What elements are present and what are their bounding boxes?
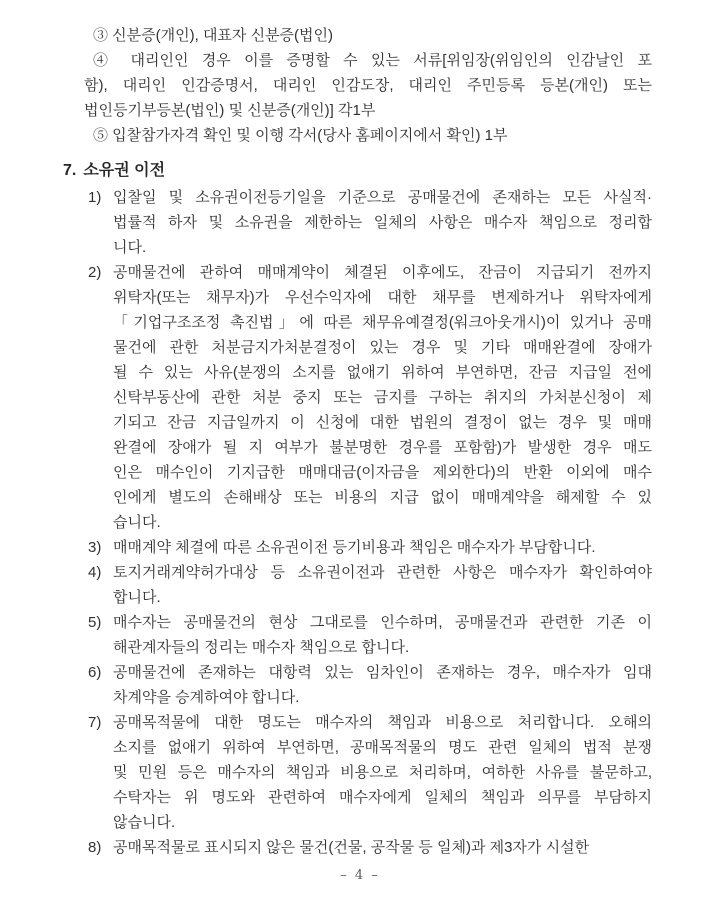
intro-line: 법인등기부등본(법인) 및 신분증(개인)] 각1부 bbox=[84, 102, 376, 119]
intro-line: ③ 신분증(개인), 대표자 신분증(법인) bbox=[93, 27, 334, 44]
section-item-list bbox=[88, 185, 652, 860]
item-text-line: 습니다. bbox=[113, 514, 161, 531]
intro-list bbox=[84, 23, 652, 148]
item-text-line: 수탁자는 위 명도와 관련하여 매수자에게 일체의 책임과 의무를 부담하지 bbox=[113, 789, 652, 806]
item-number: 7) bbox=[88, 714, 102, 731]
section-item bbox=[88, 710, 652, 835]
item-text-line: 「기업구조조정 촉진법」에 따른 채무유예결정(워크아웃개시)이 있거나 공매 bbox=[113, 314, 652, 331]
section-title: 소유권 이전 bbox=[83, 162, 166, 179]
section-item bbox=[88, 260, 652, 535]
intro-line: 함), 대리인 인감증명서, 대리인 인감도장, 대리인 주민등록 등본(개인) 또는 bbox=[84, 77, 652, 94]
item-number: 8) bbox=[88, 839, 102, 856]
intro-line: ⑤ 입찰참가자격 확인 및 이행 각서(당사 홈페이지에서 확인) 1부 bbox=[93, 127, 508, 144]
item-text-line: 기되고 잔금 지급일까지 이 신청에 대한 법원의 결정이 없는 경우 및 매매 bbox=[113, 414, 652, 431]
item-number: 3) bbox=[88, 539, 102, 556]
section-item bbox=[88, 560, 652, 610]
page-number: – 4 – bbox=[340, 868, 380, 883]
item-text-line: 될 수 있는 사유(분쟁의 소지를 없애기 위하여 부연하면, 잔금 지급일 전에 bbox=[113, 364, 652, 381]
item-text-line: 입찰일 및 소유권이전등기일을 기준으로 공매물건에 존재하는 모든 사실적· bbox=[113, 189, 652, 206]
item-number: 5) bbox=[88, 614, 102, 631]
item-text-line: 공매물건에 존재하는 대항력 있는 임차인이 존재하는 경우, 매수자가 임대 bbox=[113, 664, 652, 681]
section-item bbox=[88, 535, 652, 560]
section-item bbox=[88, 610, 652, 660]
item-text-line: 차계약을 승계하여야 합니다. bbox=[113, 689, 300, 706]
item-text-line: 매수자는 공매물건의 현상 그대로를 인수하며, 공매물건과 관련한 기존 이 bbox=[113, 614, 652, 631]
item-text-line: 완결에 장애가 될 지 여부가 불분명한 경우를 포함함)가 발생한 경우 매도 bbox=[113, 439, 652, 456]
item-text-line: 소지를 없애기 위하여 부연하면, 공매목적물의 명도 관련 일체의 법적 분쟁 bbox=[113, 739, 652, 756]
item-text-line: 해관계자들의 정리는 매수자 책임으로 합니다. bbox=[113, 639, 410, 656]
item-text-line: 매매계약 체결에 따른 소유권이전 등기비용과 책임은 매수자가 부담합니다. bbox=[113, 539, 596, 556]
section-item bbox=[88, 835, 652, 860]
item-text-line: 니다. bbox=[113, 239, 147, 256]
item-text-line: 토지거래계약허가대상 등 소유권이전과 관련한 사항은 매수자가 확인하여야 bbox=[113, 564, 652, 581]
item-text-line: 및 민원 등은 매수자의 책임과 비용으로 처리하며, 여하한 사유를 불문하고, bbox=[113, 764, 652, 781]
item-text-line: 법률적 하자 및 소유권을 제한하는 일체의 사항은 매수자 책임으로 정리합 bbox=[113, 214, 652, 231]
section-item bbox=[88, 185, 652, 260]
item-text-line: 물건에 관한 처분금지가처분결정이 있는 경우 및 기타 매매완결에 장애가 bbox=[113, 339, 652, 356]
item-number: 6) bbox=[88, 664, 102, 681]
item-text-line: 인은 매수인이 기지급한 매매대금(이자금을 제외한다)의 반환 이외에 매수 bbox=[113, 464, 652, 481]
section-number: 7. bbox=[63, 162, 77, 179]
item-number: 2) bbox=[88, 264, 102, 281]
item-text-line: 공매목적물로 표시되지 않은 물건(건물, 공작물 등 일체)과 제3자가 시설한 bbox=[113, 839, 590, 856]
item-text-line: 신탁부동산에 관한 처분 중지 또는 금지를 구하는 취지의 가처분신청이 제 bbox=[113, 389, 652, 406]
item-text-line: 공매물건에 관하여 매매계약이 체결된 이후에도, 잔금이 지급되기 전까지 bbox=[113, 264, 652, 281]
section-heading bbox=[63, 158, 165, 183]
item-number: 4) bbox=[88, 564, 102, 581]
item-text-line: 위탁자(또는 채무자)가 우선수익자에 대한 채무를 변제하거나 위탁자에게 bbox=[113, 289, 652, 306]
item-text-line: 합니다. bbox=[113, 589, 161, 606]
item-text-line: 인에게 별도의 손해배상 또는 비용의 지급 없이 매매계약을 해제할 수 있 bbox=[113, 489, 652, 506]
intro-line: ④ 대리인인 경우 이를 증명할 수 있는 서류[위임장(위임인의 인감날인 포 bbox=[93, 52, 652, 69]
item-number: 1) bbox=[88, 189, 102, 206]
item-text-line: 공매목적물에 대한 명도는 매수자의 책임과 비용으로 처리합니다. 오해의 bbox=[113, 714, 652, 731]
item-text-line: 않습니다. bbox=[113, 814, 176, 831]
section-item bbox=[88, 660, 652, 710]
